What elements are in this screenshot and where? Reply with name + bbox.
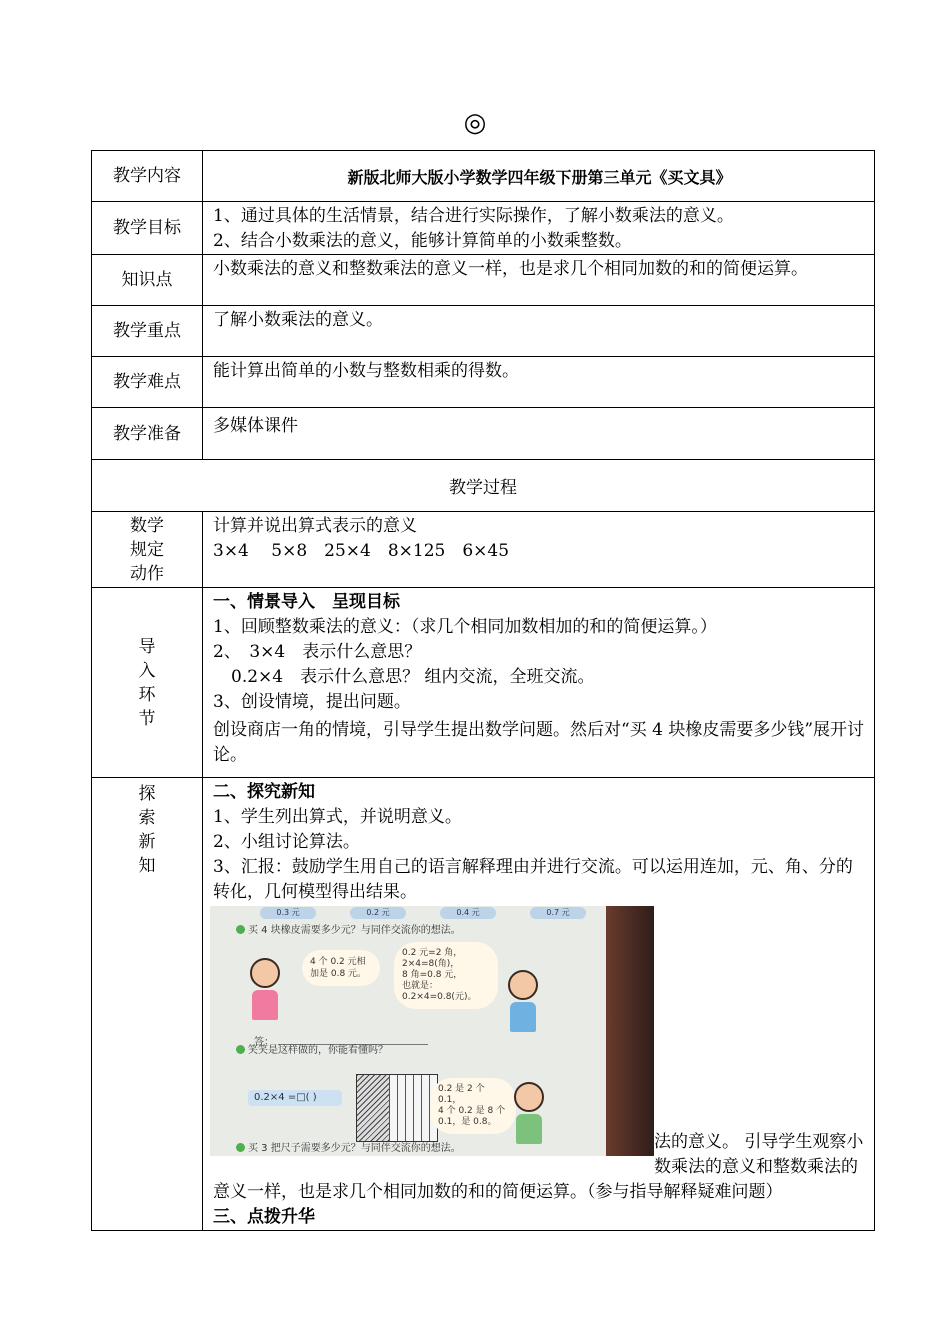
intro-heading: 一、情景导入 呈现目标	[213, 592, 400, 612]
intro-line-4: 3、创设情境，提出问题。	[213, 692, 411, 712]
photo-question-2: 笑笑是这样做的，你能看懂吗？	[236, 1044, 388, 1058]
row-key	[92, 306, 875, 357]
boy-head-1	[508, 970, 538, 1000]
photo-dark-edge	[606, 906, 654, 1156]
label-key: 教学重点	[92, 306, 203, 357]
explore-heading: 二、探究新知	[213, 782, 315, 802]
boy-body-1	[510, 1002, 536, 1032]
row-content	[92, 151, 875, 202]
bubble-left: 4 个 0.2 元相加是 0.8 元。	[302, 950, 380, 986]
intro-line-1: 1、回顾整数乘法的意义：（求几个相同加数相加的和的简便运算。）	[213, 617, 717, 637]
key-text: 了解小数乘法的意义。	[203, 306, 875, 357]
shaded-tenths	[357, 1075, 389, 1141]
intro-line-5: 创设商店一角的情境，引导学生提出数学问题。然后对“买 4 块橡皮需要多少钱”展开讨论。	[213, 720, 865, 765]
boy-illustration-1	[508, 970, 538, 1032]
label-difficulty: 教学难点	[92, 357, 203, 408]
boy-head-2	[514, 1082, 544, 1112]
intro-label-4: 节	[138, 708, 156, 729]
boy-illustration-2	[514, 1082, 544, 1144]
bubble-bottom: 0.2 是 2 个 0.1， 4 个 0.2 是 8 个 0.1，是 0.8。	[430, 1078, 516, 1134]
warmup-label-3: 动作	[130, 563, 164, 584]
warmup-line-2: 3×4 5×8 25×4 8×125 6×45	[213, 541, 510, 561]
girl-head	[250, 958, 280, 988]
photo-question-1: 买 4 块橡皮需要多少元？与同伴交流你的想法。	[236, 924, 461, 938]
price-tag-4: 0.7 元	[530, 907, 586, 919]
explore-label-3: 新	[138, 832, 156, 852]
boy-body-2	[516, 1114, 542, 1144]
process-heading: 教学过程	[92, 460, 875, 512]
warmup-text	[203, 512, 875, 588]
label-knowledge: 知识点	[92, 255, 203, 306]
explore-after-photo: 法的意义。 引导学生观察小数乘法的意义和整数乘法的意义一样，也是求几个相同加数的和的简便运算。（参与指导解释疑难问题）	[213, 1132, 864, 1202]
explore-label-4: 知	[138, 856, 156, 876]
label-content: 教学内容	[92, 151, 203, 202]
intro-label-2: 入	[138, 660, 156, 681]
top-circle-mark: ◎	[463, 108, 487, 138]
row-explore	[92, 778, 875, 1231]
row-warmup	[92, 512, 875, 588]
green-dot-icon	[236, 925, 245, 934]
difficulty-text: 能计算出简单的小数与整数相乘的得数。	[203, 357, 875, 408]
bubble-right: 0.2 元=2 角， 2×4=8(角)， 8 角=0.8 元， 也就是： 0.2×4=0.8(元)。	[394, 942, 498, 1009]
girl-body	[252, 990, 278, 1020]
price-tag-1: 0.3 元	[260, 907, 316, 919]
row-process	[92, 460, 875, 512]
prep-text: 多媒体课件	[203, 408, 875, 460]
goals-text	[203, 202, 875, 255]
intro-line-2: 2、 3×4 表示什么意思？	[213, 642, 422, 662]
goal-1: 1、通过具体的生活情景，结合进行实际操作，了解小数乘法的意义。	[213, 206, 734, 226]
row-prep	[92, 408, 875, 460]
answer-line: 答：	[254, 1030, 428, 1055]
explore-line-2: 2、小组讨论算法。	[213, 832, 360, 852]
row-knowledge	[92, 255, 875, 306]
intro-text	[203, 588, 875, 778]
label-intro	[92, 588, 203, 778]
textbook-photo	[210, 906, 654, 1156]
lesson-title: 新版北师大版小学数学四年级下册第三单元《买文具》	[203, 151, 875, 202]
green-dot-icon	[236, 1045, 245, 1054]
explore-line-3: 3、汇报：鼓励学生用自己的语言解释理由并进行交流。可以运用连加，元、角、分的转化，几何模型得出结果。	[213, 857, 853, 902]
price-tag-2: 0.2 元	[350, 907, 406, 919]
explore-heading-3: 三、点拨升华	[213, 1207, 315, 1227]
warmup-label-2: 规定	[130, 539, 164, 560]
label-explore	[92, 778, 203, 1231]
label-warmup	[92, 512, 203, 588]
row-difficulty	[92, 357, 875, 408]
warmup-label-1: 数学	[130, 515, 164, 536]
intro-label-3: 环	[138, 684, 156, 705]
intro-label-1: 导	[138, 636, 156, 657]
girl-illustration	[250, 958, 280, 1020]
explore-label-2: 索	[138, 808, 156, 828]
green-dot-icon	[236, 1143, 245, 1152]
intro-line-3: 0.2×4 表示什么意思？ 组内交流，全班交流。	[231, 667, 595, 687]
label-prep: 教学准备	[92, 408, 203, 460]
goal-2: 2、结合小数乘法的意义，能够计算简单的小数乘整数。	[213, 231, 632, 251]
tenths-grid	[356, 1074, 438, 1142]
row-intro	[92, 588, 875, 778]
photo-question-3: 买 3 把尺子需要多少元？与同伴交流你的想法。	[236, 1142, 461, 1156]
explore-text	[203, 778, 875, 1231]
explore-line-1: 1、学生列出算式，并说明意义。	[213, 807, 462, 827]
warmup-line-1: 计算并说出算式表示的意义	[213, 516, 417, 536]
equation-box: 0.2×4 =□( )	[248, 1090, 342, 1106]
explore-label-1: 探	[138, 784, 156, 804]
lesson-plan-table	[91, 150, 875, 1231]
knowledge-text: 小数乘法的意义和整数乘法的意义一样，也是求几个相同加数的和的简便运算。	[203, 255, 875, 306]
price-tag-3: 0.4 元	[440, 907, 496, 919]
row-goals	[92, 202, 875, 255]
label-goals: 教学目标	[92, 202, 203, 255]
